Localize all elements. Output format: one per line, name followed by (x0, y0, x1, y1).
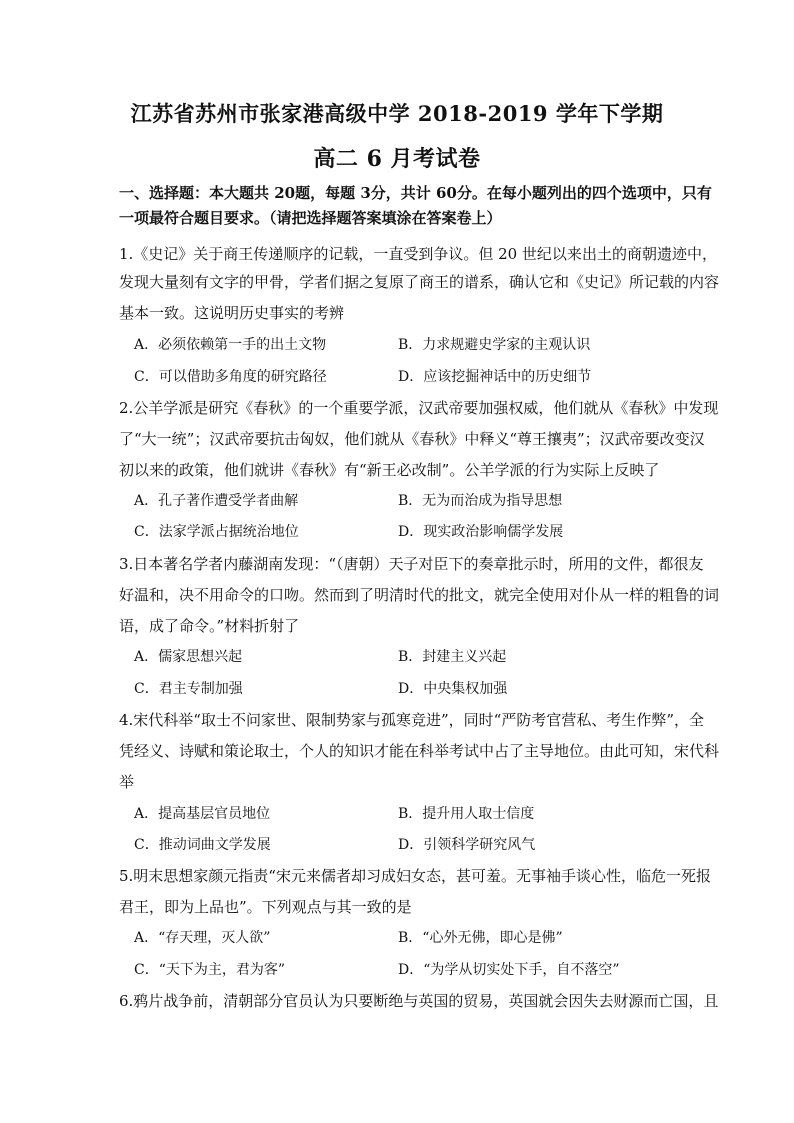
question-5-option-a[interactable]: A．“存天理，灭人欲” (134, 930, 271, 946)
question-1-option-d[interactable]: D．应该挖掘神话中的历史细节 (398, 369, 592, 385)
question-1-option-c[interactable]: C．可以借助多角度的研究路径 (134, 369, 327, 385)
question-2-option-b[interactable]: B．无为而治成为指导思想 (398, 493, 563, 509)
question-3-line-1: 3.日本著名学者内藤湖南发现：“（唐朝）天子对臣下的奏章批示时，所用的文件，都很友 (119, 555, 704, 573)
section-instruction-line-2: 一项最符合题目要求。（请把选择题答案填涂在答案卷上） (119, 209, 502, 227)
question-5-line-2: 君王，即为上品也”。下列观点与其一致的是 (119, 898, 412, 916)
section-instruction-line-1: 一、选择题：本大题共 20题，每题 3分，共计 60分。在每小题列出的四个选项中，只有 (119, 184, 712, 202)
question-1-option-b[interactable]: B．力求规避史学家的主观认识 (398, 337, 591, 353)
question-5-option-d[interactable]: D．“为学从切实处下手，自不落空” (398, 962, 620, 978)
question-2-option-a[interactable]: A．孔子著作遭受学者曲解 (134, 493, 299, 509)
question-4-option-c[interactable]: C．推动词曲文学发展 (134, 837, 271, 853)
question-6-line-1: 6.鸦片战争前，清朝部分官员认为只要断绝与英国的贸易，英国就会因失去财源而亡国，且 (119, 992, 719, 1010)
question-3-option-c[interactable]: C．君主专制加强 (134, 681, 243, 697)
question-4-option-b[interactable]: B．提升用人取士信度 (398, 806, 535, 822)
question-5-option-c[interactable]: C．“天下为主，君为客” (134, 962, 286, 978)
question-3-option-b[interactable]: B．封建主义兴起 (398, 649, 507, 665)
question-1-line-2: 发现大量刻有文字的甲骨，学者们据之复原了商王的谱系，确认它和《史记》所记载的内容 (119, 273, 720, 291)
question-1-line-3: 基本一致。这说明历史事实的考辨 (119, 304, 345, 322)
question-2-option-c[interactable]: C．法家学派占据统治地位 (134, 524, 299, 540)
question-1-option-a[interactable]: A．必须依赖第一手的出土文物 (134, 337, 327, 353)
question-4-line-1: 4.宋代科举“取士不问家世、限制势家与孤寒竞进”，同时“严防考官营私、考生作弊”，全 (119, 711, 704, 729)
question-4-option-a[interactable]: A．提高基层官员地位 (134, 806, 271, 822)
question-4-option-d[interactable]: D．引领科学研究风气 (398, 837, 536, 853)
question-4-line-3: 举 (119, 773, 135, 791)
question-5-line-1: 5.明末思想家颜元指责“宋元来儒者却习成妇女态，甚可羞。无事袖手谈心性，临危一死报 (119, 867, 711, 885)
exam-title: 江苏省苏州市张家港高级中学 2018-2019 学年下学期 (130, 101, 664, 126)
question-3-option-d[interactable]: D．中央集权加强 (398, 681, 508, 697)
question-2-option-d[interactable]: D．现实政治影响儒学发展 (398, 524, 564, 540)
question-4-line-2: 凭经义、诗赋和策论取士，个人的知识才能在科举考试中占了主导地位。由此可知，宋代科 (119, 742, 720, 760)
question-3-line-3: 语，成了命令。”材料折射了 (119, 617, 300, 635)
question-3-line-2: 好温和，决不用命令的口吻。然而到了明清时代的批文，就完全使用对仆从一样的粗鲁的词 (119, 586, 720, 604)
question-3-option-a[interactable]: A．儒家思想兴起 (134, 649, 243, 665)
question-1-line-1: 1.《史记》关于商王传递顺序的记载，一直受到争议。但 20 世纪以来出土的商朝遗迹中， (119, 245, 717, 263)
question-2-line-3: 初以来的政策，他们就讲《春秋》有“新王必改制”。公羊学派的行为实际上反映了 (119, 461, 660, 479)
exam-subtitle: 高二 6 月考试卷 (313, 146, 481, 172)
question-5-option-b[interactable]: B．“心外无佛，即心是佛” (398, 930, 563, 946)
question-2-line-2: 了“大一统”；汉武帝要抗击匈奴，他们就从《春秋》中释义“尊王攘夷”；汉武帝要改变汉 (119, 430, 705, 448)
question-2-line-1: 2.公羊学派是研究《春秋》的一个重要学派，汉武帝要加强权威，他们就从《春秋》中发现 (119, 399, 719, 417)
